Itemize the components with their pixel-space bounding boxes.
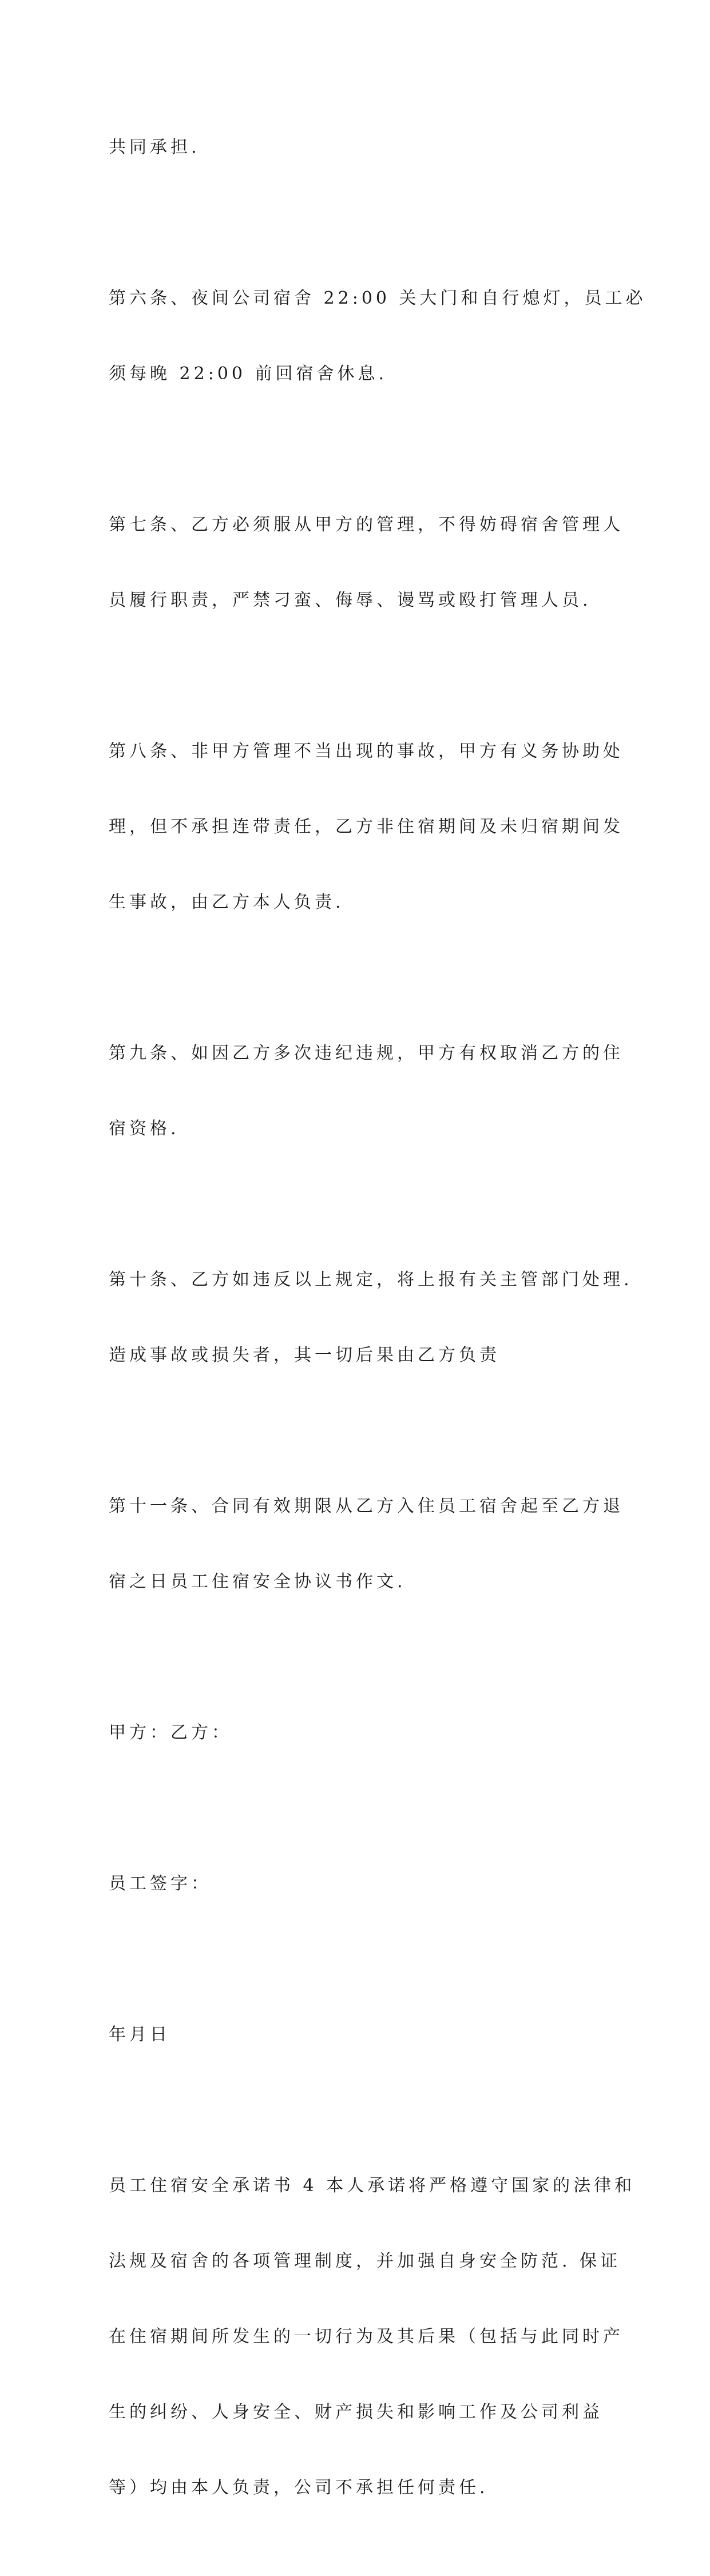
text-line: 宿资格. <box>109 1119 180 1139</box>
text-line: 生的纠纷、人身安全、财产损失和影响工作及公司利益 <box>109 2402 603 2422</box>
text-line: 员工签字： <box>109 1874 212 1894</box>
paragraph-commitment <box>109 2123 636 2551</box>
paragraph-article-11 <box>109 1444 624 1645</box>
paragraph-article-10 <box>109 1217 633 1418</box>
paragraph-article-9 <box>109 991 624 1192</box>
text-line: 第八条、非甲方管理不当出现的事故，甲方有义务协助处 <box>109 741 624 761</box>
text-line: 甲方：乙方： <box>109 1723 232 1743</box>
text-line: 员工住宿安全承诺书 4 本人承诺将严格遵守国家的法律和 <box>109 2176 636 2196</box>
text-line: 第六条、夜间公司宿舍 22:00 关大门和自行熄灯，员工必 <box>109 288 646 308</box>
paragraph-shared-responsibility <box>109 85 602 210</box>
document-body <box>109 85 646 2576</box>
text-line: 在住宿期间所发生的一切行为及其后果（包括与此同时产 <box>109 2327 624 2347</box>
paragraph-parties <box>109 1670 602 1796</box>
text-line: 第十一条、合同有效期限从乙方入住员工宿舍起至乙方退 <box>109 1496 624 1516</box>
text-line: 须每晚 22:00 前回宿舍休息. <box>109 364 388 384</box>
text-line: 等）均由本人负责，公司不承担任何责任. <box>109 2478 489 2498</box>
text-line: 共同承担. <box>109 137 200 157</box>
text-line: 年月日 <box>109 2025 170 2045</box>
paragraph-employee-signature <box>109 1821 602 1947</box>
text-line: 生事故，由乙方本人负责. <box>109 892 344 912</box>
text-line: 宿之日员工住宿安全协议书作文. <box>109 1572 406 1592</box>
text-line: 员履行职责，严禁刁蛮、侮辱、谩骂或殴打管理人员. <box>109 590 592 610</box>
text-line: 第七条、乙方必须服从甲方的管理，不得妨碍宿舍管理人 <box>109 515 624 535</box>
text-line: 理，但不承担连带责任，乙方非住宿期间及未归宿期间发 <box>109 817 624 837</box>
text-line: 第九条、如因乙方多次违纪违规，甲方有权取消乙方的住 <box>109 1043 624 1063</box>
text-line: 造成事故或损失者，其一切后果由乙方负责 <box>109 1345 500 1365</box>
paragraph-article-6 <box>109 236 646 437</box>
paragraph-article-7 <box>109 462 624 663</box>
paragraph-article-8 <box>109 689 624 965</box>
text-line: 法规及宿舍的各项管理制度，并加强自身安全防范. 保证 <box>109 2251 621 2271</box>
paragraph-date <box>109 1972 602 2098</box>
text-line: 第十条、乙方如违反以上规定，将上报有关主管部门处理. <box>109 1270 633 1290</box>
